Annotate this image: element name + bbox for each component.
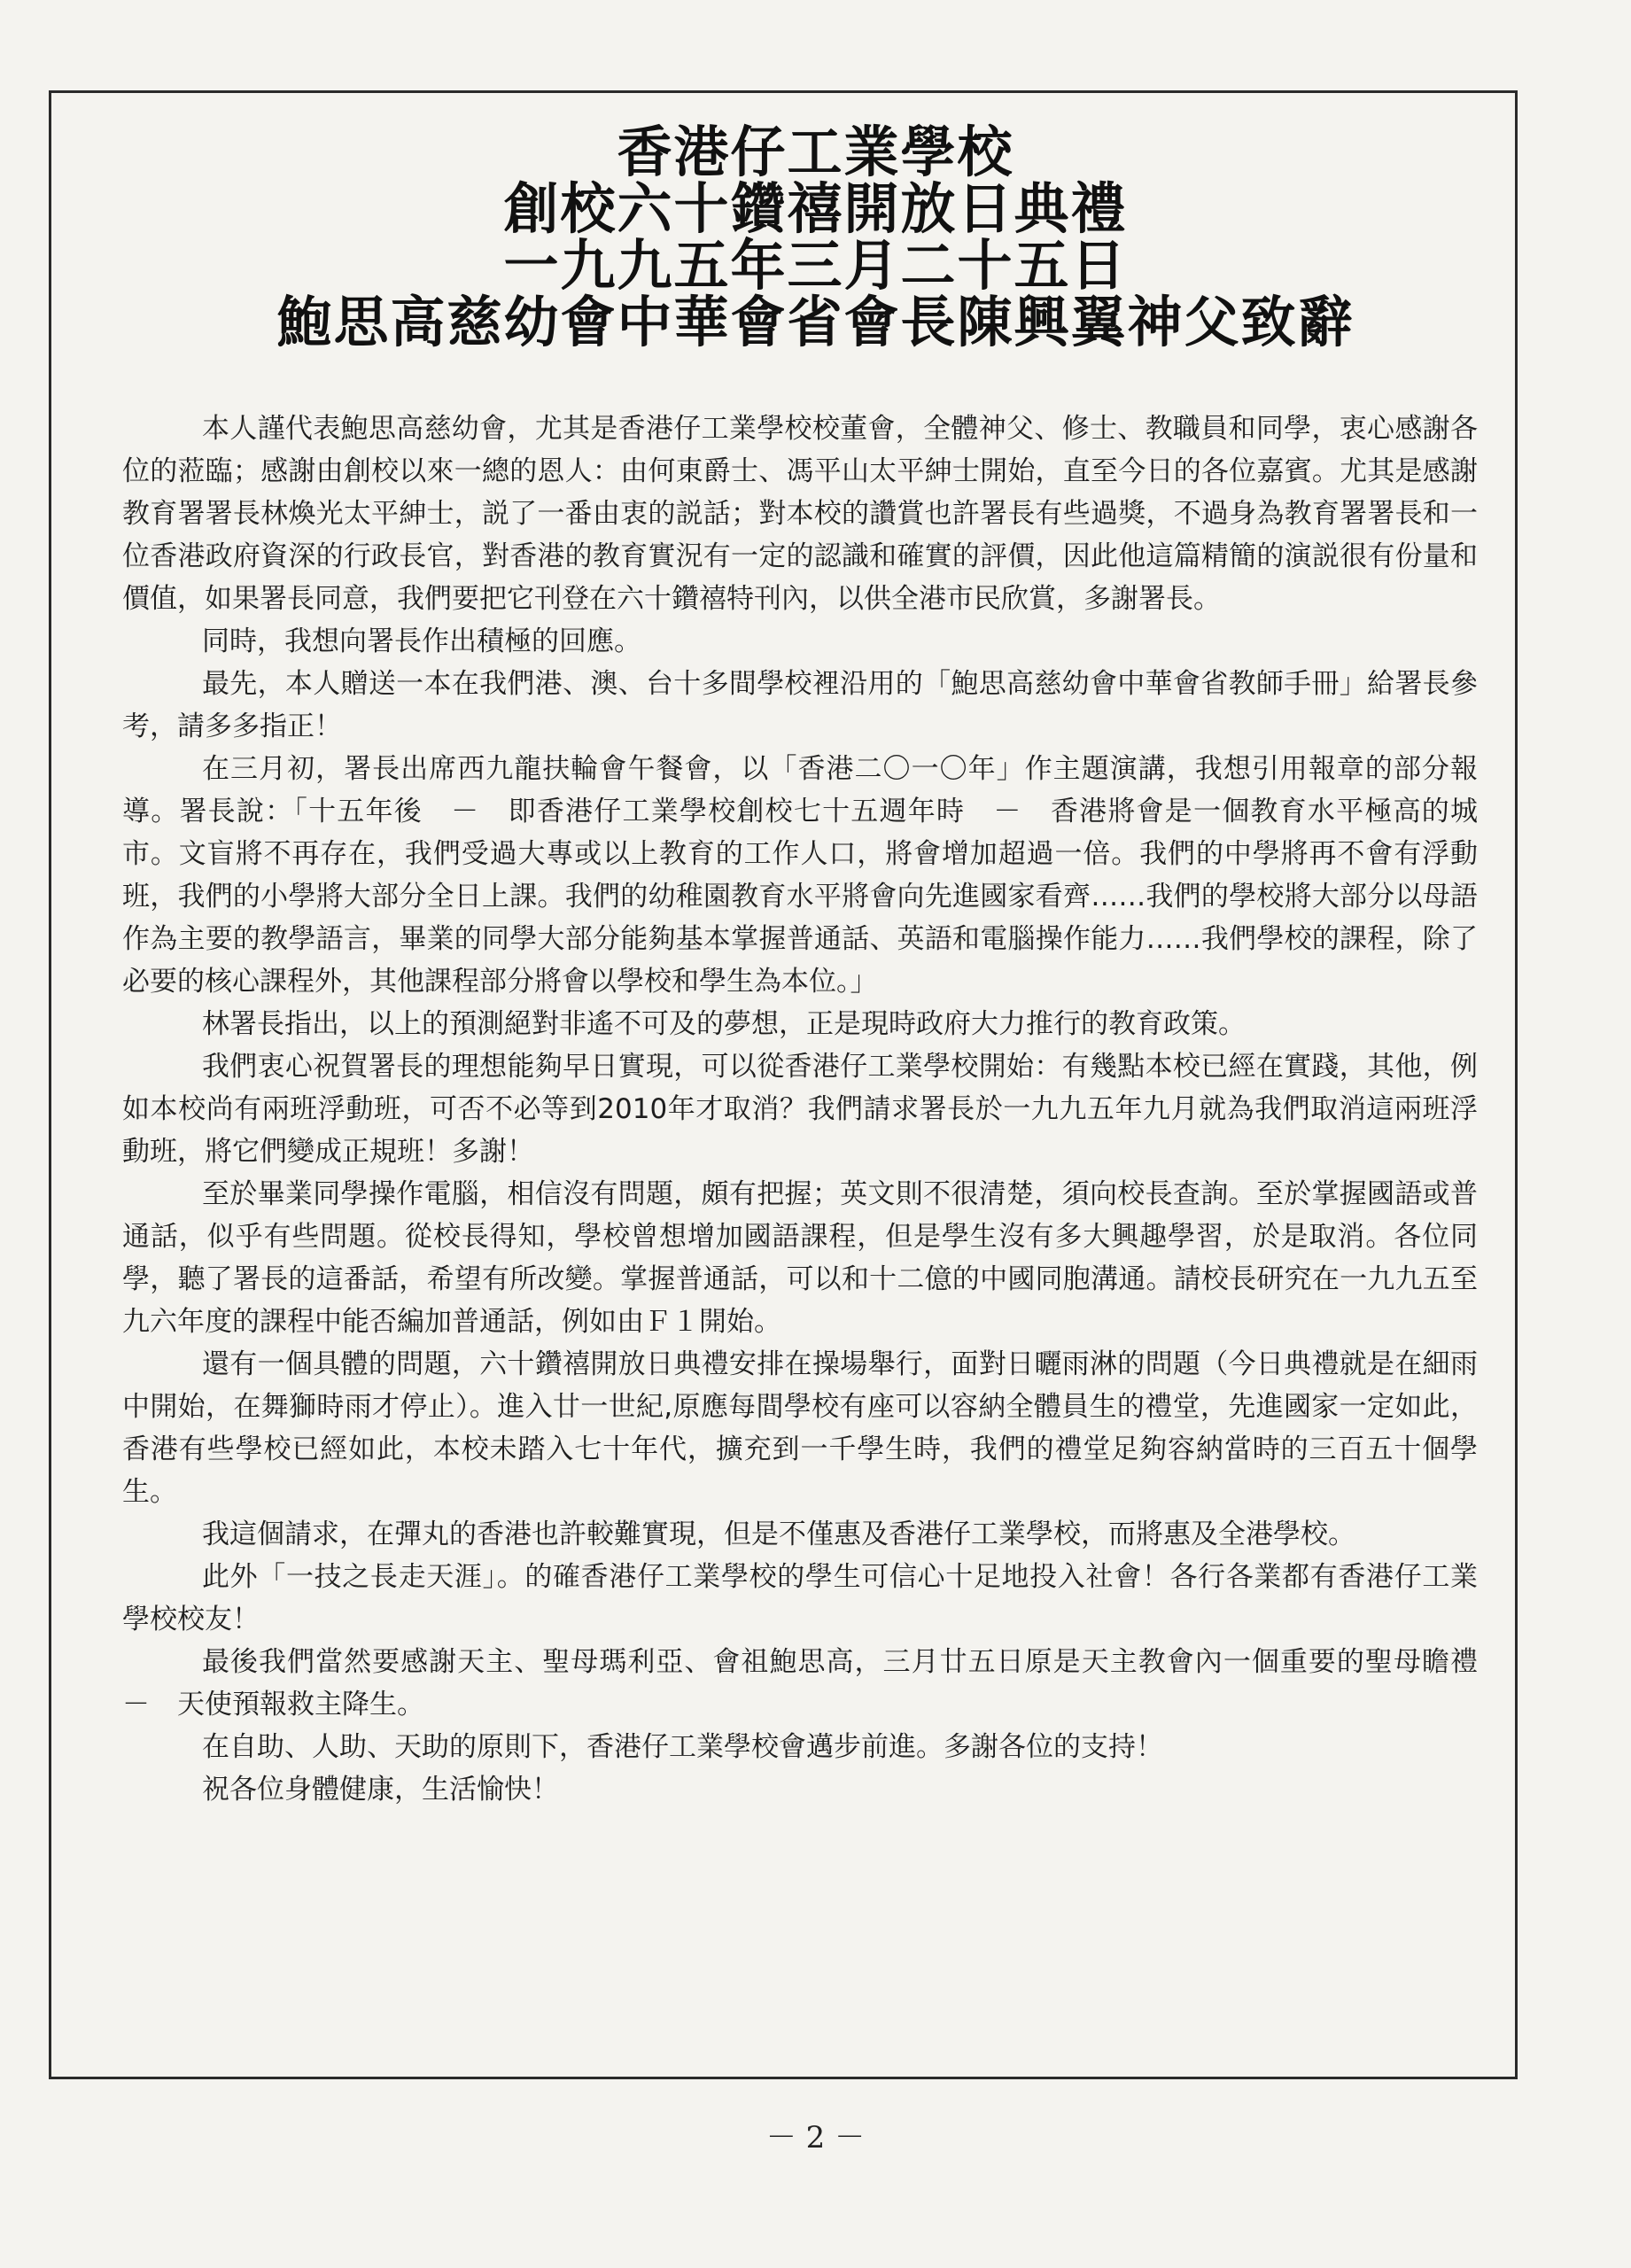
paragraph: 在三月初，署長出席西九龍扶輪會午餐會，以「香港二〇一〇年」作主題演講，我想引用報章的部分報導。署長說：「十五年後 － 即香港仔工業學校創校七十五週年時 － 香港將會是一個教育水平極高的城市。文盲將不再存在，我們受過大專或以上教育的工作人口，將會增加超過一倍。我們的中學將再不會有浮動班，我們的小學將大部分全日上課。我們的幼稚園教育水平將會向先進國家看齊……我們的學校將大部分以母語作為主要的教學語言，畢業的同學大部分能夠基本掌握普通話、英語和電腦操作能力……我們學校的課程，除了必要的核心課程外，其他課程部分將會以學校和學生為本位。」 [122, 753, 1478, 998]
paragraph: 同時，我想向署長作出積極的回應。 [202, 625, 641, 657]
paragraph: 在自助、人助、天助的原則下，香港仔工業學校會邁步前進。多謝各位的支持！ [202, 1731, 1163, 1763]
paragraph: 我們衷心祝賀署長的理想能夠早日實現，可以從香港仔工業學校開始：有幾點本校已經在實踐，其他，例如本校尚有兩班浮動班，可否不必等到2010年才取消？我們請求署長於一九九五年九月就為我們取消這兩班浮動班，將它們變成正規班！多謝！ [122, 1051, 1478, 1168]
paragraph: 林署長指出，以上的預測絕對非遙不可及的夢想，正是現時政府大力推行的教育政策。 [202, 1008, 1246, 1040]
page-number: － 2 － [765, 2120, 866, 2155]
paragraph: 還有一個具體的問題，六十鑽禧開放日典禮安排在操場舉行，面對日曬雨淋的問題（今日典禮就是在細雨中開始，在舞獅時雨才停止）。進入廿一世紀,原應每間學校有座可以容納全體員生的禮堂，先進國家一定如此，香港有些學校已經如此，本校未踏入七十年代，擴充到一千學生時，我們的禮堂足夠容納當時的三百五十個學生。 [122, 1348, 1478, 1508]
date-heading: 一九九五年三月二十五日 [503, 233, 1128, 298]
paragraph: 祝各位身體健康，生活愉快！ [202, 1774, 559, 1806]
paragraph: 最後我們當然要感謝天主、聖母瑪利亞、會祖鮑思高，三月廿五日原是天主教會內一個重要的聖母瞻禮 － 天使預報救主降生。 [122, 1646, 1505, 1720]
school-name-heading: 香港仔工業學校 [617, 120, 1014, 184]
speech-body [122, 408, 1505, 1811]
paragraph: 最先，本人贈送一本在我們港、澳、台十多間學校裡沿用的「鮑思高慈幼會中華會省教師手冊」給署長參考，請多多指正！ [122, 668, 1478, 742]
speaker-heading: 鮑思高慈幼會中華會省會長陳興翼神父致辭 [276, 290, 1355, 354]
paragraph: 本人謹代表鮑思高慈幼會，尤其是香港仔工業學校校董會，全體神父、修士、教職員和同學，衷心感謝各位的蒞臨；感謝由創校以來一總的恩人：由何東爵士、馮平山太平紳士開始，直至今日的各位嘉賓。尤其是感謝教育署署長林煥光太平紳士，説了一番由衷的説話；對本校的讚賞也許署長有些過獎，不過身為教育署署長和一位香港政府資深的行政長官，對香港的教育實況有一定的認識和確實的評價，因此他這篇精簡的演説很有份量和價值，如果署長同意，我們要把它刊登在六十鑽禧特刊內，以供全港市民欣賞，多謝署長。 [122, 413, 1478, 615]
event-heading: 創校六十鑽禧開放日典禮 [503, 176, 1128, 241]
paragraph: 此外「一技之長走天涯」。的確香港仔工業學校的學生可信心十足地投入社會！各行各業都有香港仔工業學校校友！ [122, 1561, 1478, 1635]
paragraph: 我這個請求，在彈丸的香港也許較難實現，但是不僅惠及香港仔工業學校，而將惠及全港學校。 [202, 1518, 1355, 1550]
paragraph: 至於畢業同學操作電腦，相信沒有問題，頗有把握；英文則不很清楚，須向校長查詢。至於掌握國語或普通話，似乎有些問題。從校長得知，學校曾想增加國語課程，但是學生沒有多大興趣學習，於是取消。各位同學，聽了署長的這番話，希望有所改變。掌握普通話，可以和十二億的中國同胞溝通。請校長研究在一九九五至九六年度的課程中能否編加普通話，例如由Ｆ１開始。 [122, 1178, 1478, 1338]
speech-title [0, 120, 1631, 354]
